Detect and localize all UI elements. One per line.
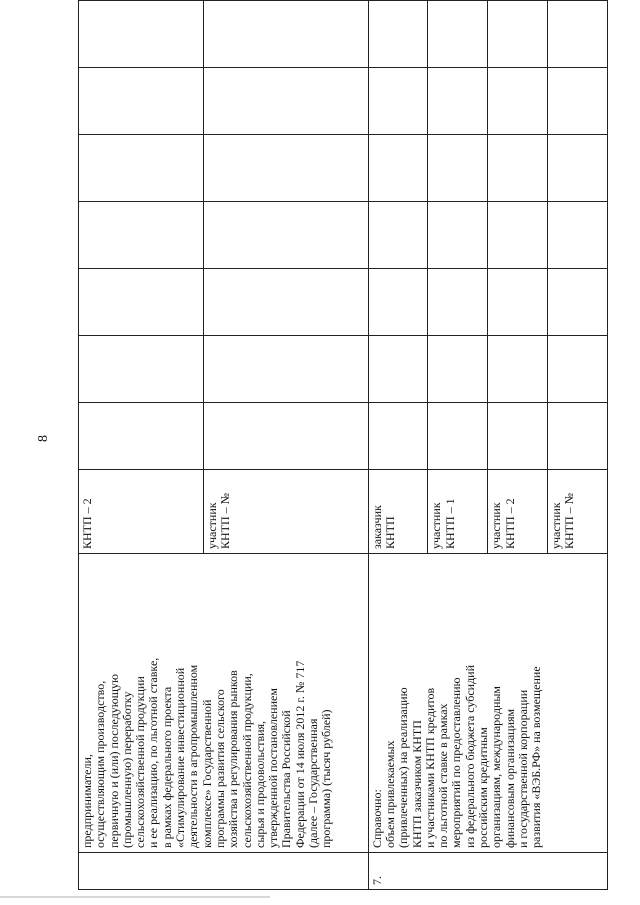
value-cell (79, 0, 204, 1)
role-cell: участник КНТП – 2 (488, 470, 548, 554)
value-cell (548, 269, 608, 336)
description-cell: Справочно: объем привлекаемых (привлеченных) на реализацию КНТП заказчиком КНТП и участниками КНТП кредитов по льготной ставке в рамках мероприятий по предоставлению из федерального бюджета субсидий российским кредитным организациям, международным финансовым организациям и государственной корпорации развития «ВЭБ.РФ» на возмещение (368, 554, 607, 853)
row-number-cell (79, 853, 369, 890)
value-cell (79, 336, 204, 403)
value-cell (203, 0, 368, 1)
value-cell (79, 1, 204, 68)
value-cell (368, 135, 428, 202)
value-cell (548, 1, 608, 68)
value-cell (368, 1, 428, 68)
value-cell (548, 135, 608, 202)
role-cell: участник КНТП – № (548, 470, 608, 554)
value-cell (548, 0, 608, 1)
value-cell (428, 68, 488, 135)
value-cell (548, 403, 608, 470)
table-row (79, 0, 204, 890)
role-cell: КНТП – 2 (79, 470, 204, 554)
value-cell (368, 269, 428, 336)
rotated-table-container (78, 30, 608, 890)
role-cell: заказчик КНТП (368, 470, 428, 554)
value-cell (368, 0, 428, 1)
value-cell (548, 68, 608, 135)
value-cell (548, 202, 608, 269)
data-table (78, 0, 608, 890)
value-cell (79, 269, 204, 336)
value-cell (488, 336, 548, 403)
value-cell (548, 336, 608, 403)
role-cell: участник КНТП – № (203, 470, 368, 554)
value-cell (203, 336, 368, 403)
table-row (368, 0, 428, 890)
value-cell (488, 0, 548, 1)
value-cell (203, 68, 368, 135)
value-cell (79, 202, 204, 269)
value-cell (428, 403, 488, 470)
value-cell (428, 269, 488, 336)
value-cell (368, 202, 428, 269)
value-cell (488, 269, 548, 336)
value-cell (79, 68, 204, 135)
row-number-cell: 7. (368, 853, 607, 890)
value-cell (428, 135, 488, 202)
value-cell (428, 202, 488, 269)
scan-edge (0, 896, 270, 898)
value-cell (488, 68, 548, 135)
value-cell (368, 336, 428, 403)
value-cell (79, 135, 204, 202)
value-cell (203, 202, 368, 269)
role-cell: участник КНТП – 1 (428, 470, 488, 554)
value-cell (203, 1, 368, 68)
value-cell (488, 202, 548, 269)
value-cell (428, 0, 488, 1)
value-cell (488, 403, 548, 470)
value-cell (428, 336, 488, 403)
value-cell (368, 68, 428, 135)
value-cell (488, 135, 548, 202)
description-cell: предприниматели, осуществляющим производство, первичную и (или) последующую (промышленную) переработку сельскохозяйственной продукции и ее реализацию, по льготной ставке, в рамках федерального проекта «Стимулирование инвестиционной деятельности в агропромышленном комплексе» Государственной программы развития сельского хозяйства и регулирования рынков сельскохозяйственной продукции, сырья и продовольствия, утвержденной постановлением Правительства Российской Федерации от 14 июля 2012 г. № 717 (далее – Государственная программа) (тысяч рублей) (79, 554, 369, 853)
value-cell (203, 403, 368, 470)
value-cell (203, 135, 368, 202)
value-cell (488, 1, 548, 68)
value-cell (79, 403, 204, 470)
value-cell (428, 1, 488, 68)
value-cell (368, 403, 428, 470)
page-number: 8 (36, 435, 51, 442)
value-cell (203, 269, 368, 336)
